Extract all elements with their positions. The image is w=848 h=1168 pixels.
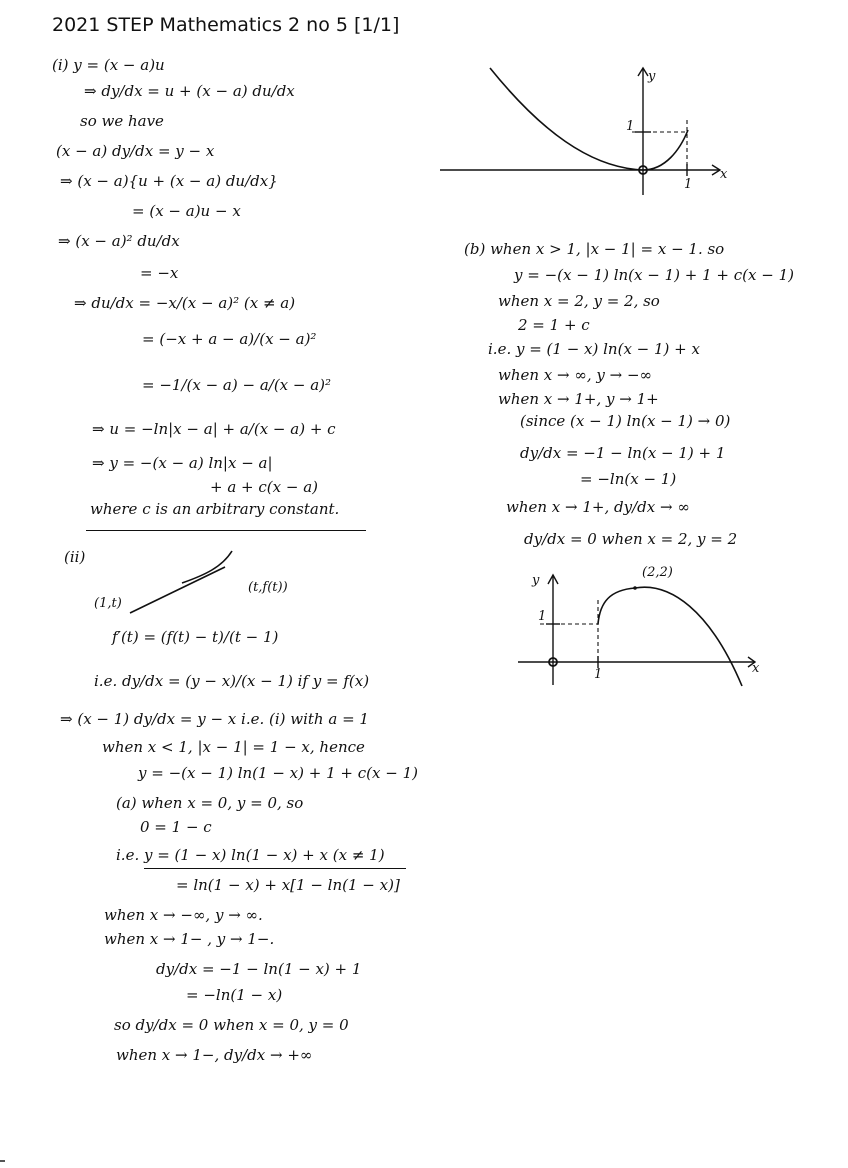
- line-de-a1: ⇒ (x − 1) dy/dx = y − x i.e. (i) with a = 1: [60, 710, 369, 728]
- line-limit-inf-b: when x → ∞, y → −∞: [498, 366, 653, 384]
- line-part-ii: (ii): [64, 548, 86, 566]
- line-substitute: ⇒ (x − a){u + (x − a) du/dx}: [60, 172, 278, 190]
- x-axis-label: x: [720, 167, 728, 182]
- line-x-less-1: when x < 1, |x − 1| = 1 − x, hence: [102, 738, 365, 756]
- graph-part-b: [510, 560, 770, 690]
- line-x2-y2: when x = 2, y = 2, so: [498, 292, 660, 310]
- line-c-value-b: 2 = 1 + c: [518, 316, 590, 334]
- line-ie-y-a: i.e. y = (1 − x) ln(1 − x) + x (x ≠ 1): [116, 846, 385, 864]
- line-limit-1-minus: when x → 1− , y → 1−.: [104, 930, 275, 948]
- line-du-dx: ⇒ du/dx = −x/(x − a)² (x ≠ a): [74, 294, 296, 312]
- line-constant-note: where c is an arbitrary constant.: [90, 500, 340, 518]
- line-dy-dx-a-rhs: = −ln(1 − x): [186, 986, 283, 1004]
- curve-part-a: [490, 68, 688, 170]
- line-y-a-rewrite: = ln(1 − x) + x[1 − ln(1 − x)]: [176, 876, 400, 894]
- y-axis-label: y: [648, 69, 656, 84]
- line-partial-fractions: = −1/(x − a) − a/(x − a)²: [142, 376, 332, 394]
- line-limit-minus-inf: when x → −∞, y → ∞.: [104, 906, 263, 924]
- line-dy-dx-b-rhs: = −ln(x − 1): [580, 470, 677, 488]
- line-u-integral: ⇒ u = −ln|x − a| + a/(x − a) + c: [92, 420, 336, 438]
- line-ie-y-b: i.e. y = (1 − x) ln(x − 1) + x: [488, 340, 700, 358]
- graph-part-a: [430, 60, 740, 200]
- line-y-x-less-1: y = −(x − 1) ln(1 − x) + 1 + c(x − 1): [138, 764, 418, 782]
- line-derivative: ⇒ dy/dx = u + (x − a) du/dx: [84, 82, 295, 100]
- line-stationary-b: dy/dx = 0 when x = 2, y = 2: [524, 530, 738, 548]
- line-du-dx-rewrite: = (−x + a − a)/(x − a)²: [142, 330, 317, 348]
- line-since-limit: (since (x − 1) ln(x − 1) → 0): [520, 412, 731, 430]
- line-limit-1-plus: when x → 1+, y → 1+: [498, 390, 659, 408]
- curve-part-b: [598, 587, 742, 686]
- line-y-general: ⇒ y = −(x − a) ln|x − a|: [92, 454, 273, 472]
- line-given-de: (x − a) dy/dx = y − x: [56, 142, 215, 160]
- underline-y-a: [144, 868, 406, 869]
- line-simplify-rhs: = −x: [140, 264, 179, 282]
- page-title: 2021 STEP Mathematics 2 no 5 [1/1]: [52, 14, 400, 36]
- stationary-point: [633, 586, 637, 590]
- tangent-sketch: [90, 545, 320, 620]
- tick-x-label: 1: [684, 177, 693, 192]
- section-divider: [86, 530, 366, 531]
- line-so-we-have: so we have: [80, 112, 164, 130]
- line-simplify: ⇒ (x − a)² du/dx: [58, 232, 180, 250]
- x-axis-label: x: [752, 661, 760, 676]
- point-label-1-t: (1,t): [94, 596, 122, 611]
- line-stationary-a: so dy/dx = 0 when x = 0, y = 0: [114, 1016, 349, 1034]
- point-label-2-2: (2,2): [642, 565, 673, 580]
- line-ie-dy-dx: i.e. dy/dx = (y − x)/(x − 1) if y = f(x): [94, 672, 370, 690]
- line-dy-dx-b: dy/dx = −1 − ln(x − 1) + 1: [520, 444, 726, 462]
- line-y-general-cont: + a + c(x − a): [210, 478, 318, 496]
- tick-x-label: 1: [594, 667, 603, 682]
- line-gradient-limit-b: when x → 1+, dy/dx → ∞: [506, 498, 690, 516]
- tick-y-label: 1: [626, 119, 635, 134]
- line-gradient-limit-a: when x → 1−, dy/dx → +∞: [116, 1046, 313, 1064]
- line-y-x-greater-1: y = −(x − 1) ln(x − 1) + 1 + c(x − 1): [514, 266, 794, 284]
- line-part-i: (i) y = (x − a)u: [52, 56, 165, 74]
- line-f-prime: f′(t) = (f(t) − t)/(t − 1): [112, 628, 279, 646]
- y-axis-label: y: [532, 573, 540, 588]
- line-c-value: 0 = 1 − c: [140, 818, 212, 836]
- line-substitute-rhs: = (x − a)u − x: [132, 202, 241, 220]
- line-dy-dx-a: dy/dx = −1 − ln(1 − x) + 1: [156, 960, 362, 978]
- line-part-b: (b) when x > 1, |x − 1| = x − 1. so: [464, 240, 725, 258]
- tangent-line: [130, 567, 225, 613]
- tick-y-label: 1: [538, 609, 547, 624]
- edge-mark: [0, 1160, 5, 1162]
- point-label-t-ft: (t,f(t)): [248, 580, 288, 595]
- line-part-a: (a) when x = 0, y = 0, so: [116, 794, 304, 812]
